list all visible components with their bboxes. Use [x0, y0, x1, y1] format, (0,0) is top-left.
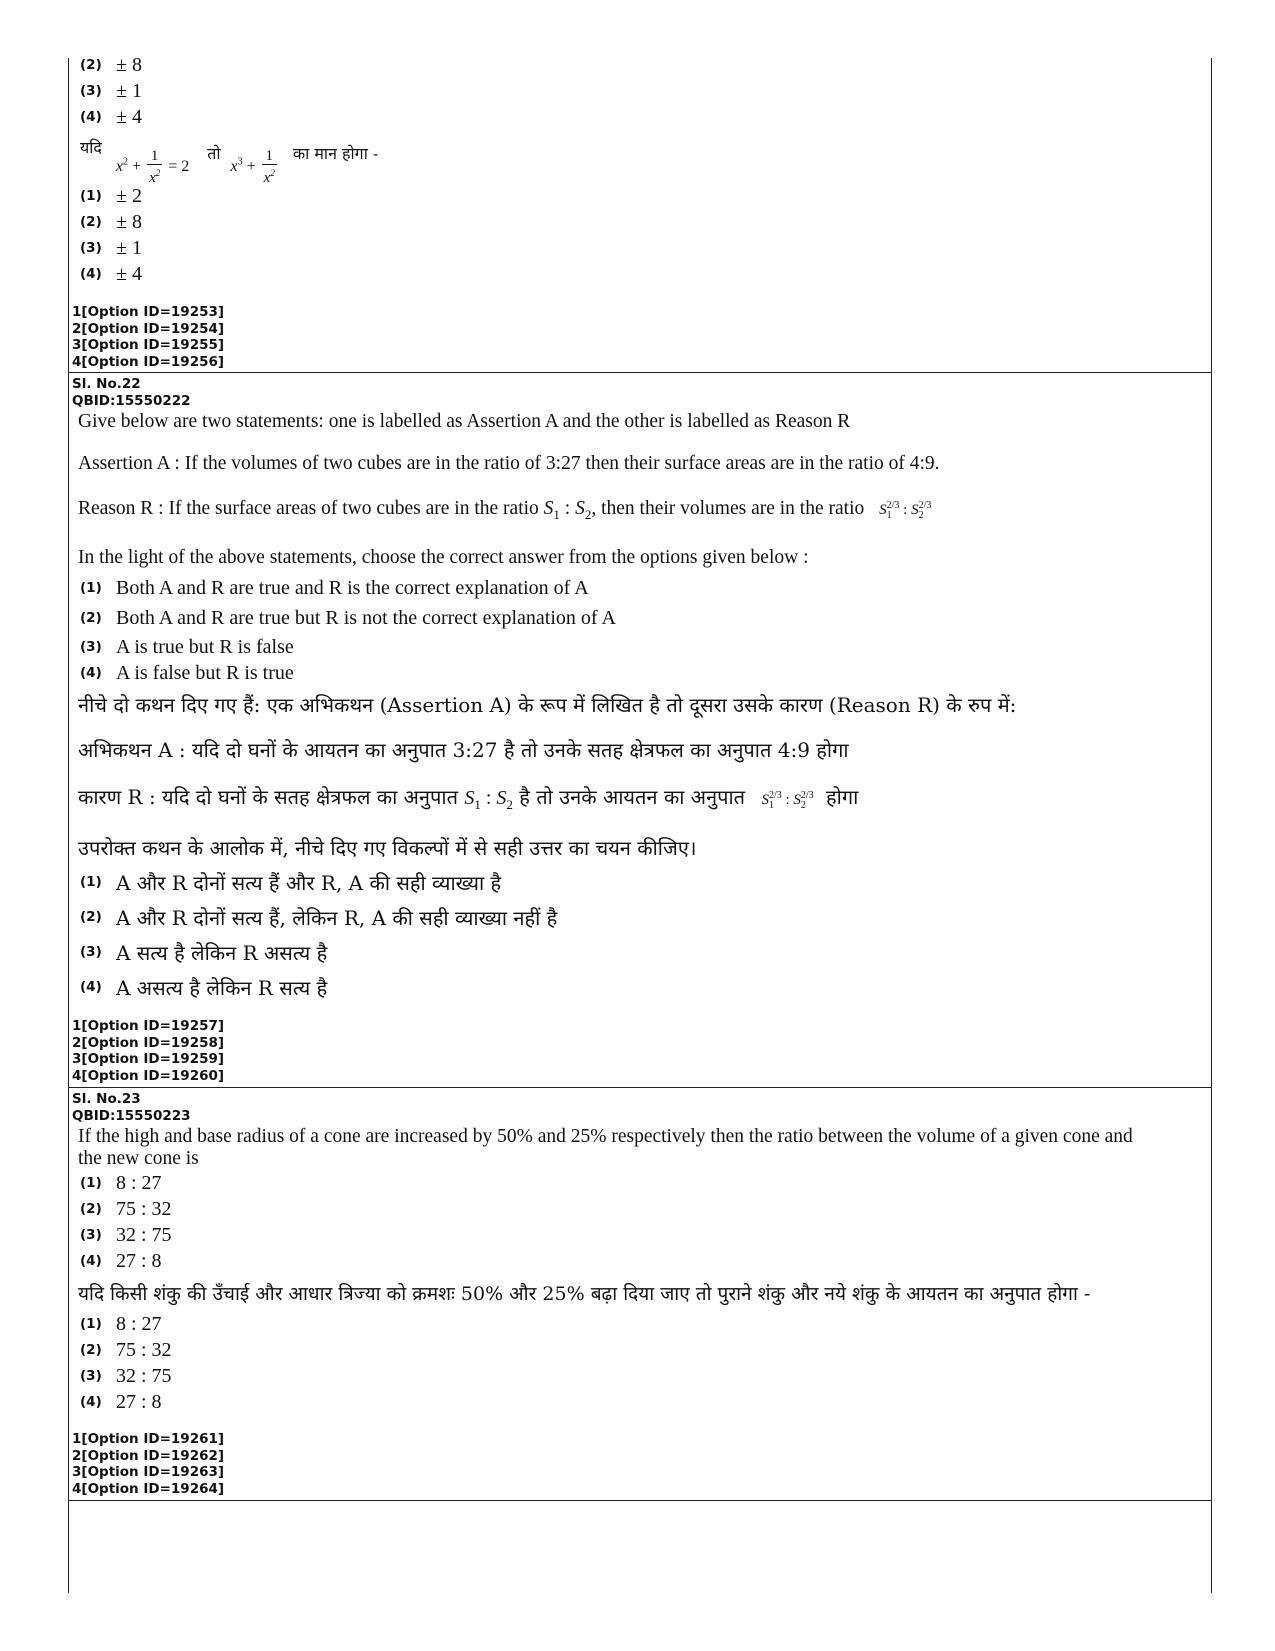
option-text: ± 4 [116, 105, 142, 128]
math-expression: $S_1^{2/3}$ : $S_2^{2/3}$ [879, 500, 932, 521]
option-row [80, 660, 294, 686]
option-row [80, 634, 294, 660]
option-row [80, 1389, 162, 1415]
option-text: 75 : 32 [116, 1197, 172, 1220]
option-number: (1) [80, 580, 102, 596]
option-text: A असत्य है लेकिन R सत्य है [116, 975, 328, 1000]
option-number: (2) [80, 610, 102, 626]
math-expression: $x^2$ + $\frac{1}{x^2}$ = 2 [115, 148, 194, 186]
reason-end: होगा [826, 785, 859, 809]
question-text [78, 1126, 1133, 1170]
divider [68, 1087, 1211, 1088]
option-text: 32 : 75 [116, 1223, 172, 1246]
option-row [80, 1196, 172, 1222]
hindi-question [80, 136, 378, 186]
option-number: (3) [80, 1368, 102, 1384]
reason-prefix: कारण R : यदि दो घनों के सतह क्षेत्रफल का अनुपात [78, 785, 465, 809]
qbid: QBID:15550222 [72, 392, 191, 409]
option-row [80, 1170, 162, 1196]
option-id: 1[Option ID=19257] [72, 1018, 225, 1034]
option-number: (3) [80, 83, 102, 99]
option-row [80, 605, 616, 631]
option-row [80, 52, 142, 78]
option-text: A और R दोनों सत्य हैं और R, A की सही व्याख्या है [116, 870, 502, 895]
option-row [80, 973, 327, 1001]
option-text: 32 : 75 [116, 1364, 172, 1387]
option-row [80, 1337, 172, 1363]
question-text: Give below are two statements: one is labelled as Assertion A and the other is labelled as Reason R [78, 411, 851, 432]
question-header [72, 376, 191, 409]
option-id: 2[Option ID=19254] [72, 320, 225, 337]
option-number: (2) [80, 1201, 102, 1217]
option-number: (3) [80, 944, 102, 960]
option-id-list [72, 1431, 224, 1497]
divider [68, 372, 1211, 373]
option-number: (4) [80, 266, 102, 282]
qbid: QBID:15550223 [72, 1107, 191, 1124]
serial-number: Sl. No.23 [72, 1091, 141, 1107]
reason-mid: , then their volumes are in the ratio [591, 498, 865, 519]
option-row [80, 1363, 172, 1389]
assertion-text: Assertion A : If the volumes of two cubes are in the ratio of 3:27 then their surface areas are in the ratio of 4:9. [78, 453, 940, 474]
instruction-text: In the light of the above statements, choose the correct answer from the options given below : [78, 547, 809, 568]
option-number: (4) [80, 109, 102, 125]
option-row [80, 1222, 172, 1248]
option-text: Both A and R are true and R is the correct explanation of A [116, 576, 589, 599]
option-number: (2) [80, 1342, 102, 1358]
option-row [80, 938, 327, 966]
option-text: 27 : 8 [116, 1390, 162, 1413]
option-text: ± 1 [116, 79, 142, 102]
option-text: ± 2 [116, 184, 142, 207]
option-number: (3) [80, 1227, 102, 1243]
option-number: (4) [80, 1253, 102, 1269]
option-text: ± 1 [116, 236, 142, 259]
option-number: (3) [80, 240, 102, 256]
option-row [80, 575, 589, 601]
fraction: $\frac{1}{x^2}$ [149, 148, 161, 186]
option-row [80, 1311, 162, 1337]
option-row [80, 183, 142, 209]
option-text: ± 4 [116, 262, 142, 285]
option-number: (2) [80, 57, 102, 73]
option-row [80, 261, 142, 287]
option-text: A is false but R is true [116, 661, 294, 684]
option-row [80, 235, 142, 261]
reason-prefix: Reason R : If the surface areas of two cubes are in the ratio [78, 498, 544, 519]
hindi-assertion-text: अभिकथन A : यदि दो घनों के आयतन का अनुपात 3:27 है तो उनके सतह क्षेत्रफल का अनुपात 4:9 होगा [78, 738, 849, 762]
option-text: A is true but R is false [116, 635, 294, 658]
option-number: (4) [80, 979, 102, 995]
question-text: तो [207, 143, 221, 163]
divider [68, 1500, 1211, 1501]
option-text: 75 : 32 [116, 1338, 172, 1361]
option-row [80, 868, 501, 896]
option-id: 1[Option ID=19253] [72, 304, 225, 320]
option-text: A और R दोनों सत्य हैं, लेकिन R, A की सही व्याख्या नहीं है [116, 905, 558, 930]
option-id: 2[Option ID=19258] [72, 1034, 225, 1051]
reason-text: Reason R : If the surface areas of two cubes are in the ratio $S_1$ : $S_2$, then their volumes are in the ratio $S_1^{2/3}$ : $S_2^{2/3}$ [78, 498, 932, 522]
option-id: 4[Option ID=19260] [72, 1067, 225, 1084]
math-expression: $x^3$ + $\frac{1}{x^2}$ [230, 148, 275, 186]
option-number: (4) [80, 665, 102, 681]
option-id-list [72, 304, 224, 370]
question-line: the new cone is [78, 1148, 199, 1169]
option-id: 1[Option ID=19261] [72, 1431, 225, 1447]
hindi-reason-text: कारण R : यदि दो घनों के सतह क्षेत्रफल का अनुपात $S_1$ : $S_2$ है तो उनके आयतन का अनुपात $S_1^{2/3}$ : $S_2^{2/3}$ होगा [78, 785, 859, 812]
question-text: का मान होगा - [292, 143, 379, 163]
reason-mid: है तो उनके आयतन का अनुपात [512, 785, 746, 809]
page-frame [68, 58, 1212, 1593]
option-number: (1) [80, 1175, 102, 1191]
hindi-intro-text: नीचे दो कथन दिए गए हैं: एक अभिकथन (Assertion A) के रूप में लिखित है तो दूसरा उसके कारण (Reason R) के रुप में: [78, 693, 1017, 717]
option-number: (2) [80, 214, 102, 230]
option-id: 3[Option ID=19259] [72, 1051, 225, 1067]
option-row [80, 1248, 162, 1274]
hindi-question-text: यदि किसी शंकु की उँचाई और आधार त्रिज्या को क्रमशः 50% और 25% बढ़ा दिया जाए तो पुराने शंकु और नये शंकु के आयतन का अनुपात होगा - [78, 1283, 1091, 1305]
option-id: 3[Option ID=19263] [72, 1464, 225, 1480]
option-text: Both A and R are true but R is not the correct explanation of A [116, 606, 616, 629]
option-row [80, 903, 557, 931]
option-number: (1) [80, 188, 102, 204]
option-text: 8 : 27 [116, 1312, 162, 1335]
hindi-instruction-text: उपरोक्त कथन के आलोक में, नीचे दिए गए विकल्पों में से सही उत्तर का चयन कीजिए। [78, 836, 697, 860]
option-text: 27 : 8 [116, 1249, 162, 1272]
option-number: (1) [80, 874, 102, 890]
option-text: ± 8 [116, 53, 142, 76]
fraction: $\frac{1}{x^2}$ [263, 148, 275, 186]
option-id: 4[Option ID=19264] [72, 1480, 225, 1497]
question-line: If the high and base radius of a cone are increased by 50% and 25% respectively then the ratio between the volume of a given cone and [78, 1126, 1133, 1147]
option-id: 4[Option ID=19256] [72, 353, 225, 370]
option-id: 3[Option ID=19255] [72, 337, 225, 353]
option-id-list [72, 1018, 224, 1084]
option-number: (2) [80, 909, 102, 925]
math-expression: $S_1^{2/3}$ : $S_2^{2/3}$ [761, 790, 814, 811]
option-number: (3) [80, 639, 102, 655]
question-text: यदि [80, 138, 102, 157]
option-number: (1) [80, 1316, 102, 1332]
option-text: ± 8 [116, 210, 142, 233]
option-row [80, 209, 142, 235]
option-row [80, 104, 142, 130]
question-header [72, 1091, 191, 1124]
option-row [80, 78, 142, 104]
option-text: A सत्य है लेकिन R असत्य है [116, 940, 328, 965]
option-text: 8 : 27 [116, 1171, 162, 1194]
serial-number: Sl. No.22 [72, 376, 141, 392]
option-number: (4) [80, 1394, 102, 1410]
option-id: 2[Option ID=19262] [72, 1447, 225, 1464]
